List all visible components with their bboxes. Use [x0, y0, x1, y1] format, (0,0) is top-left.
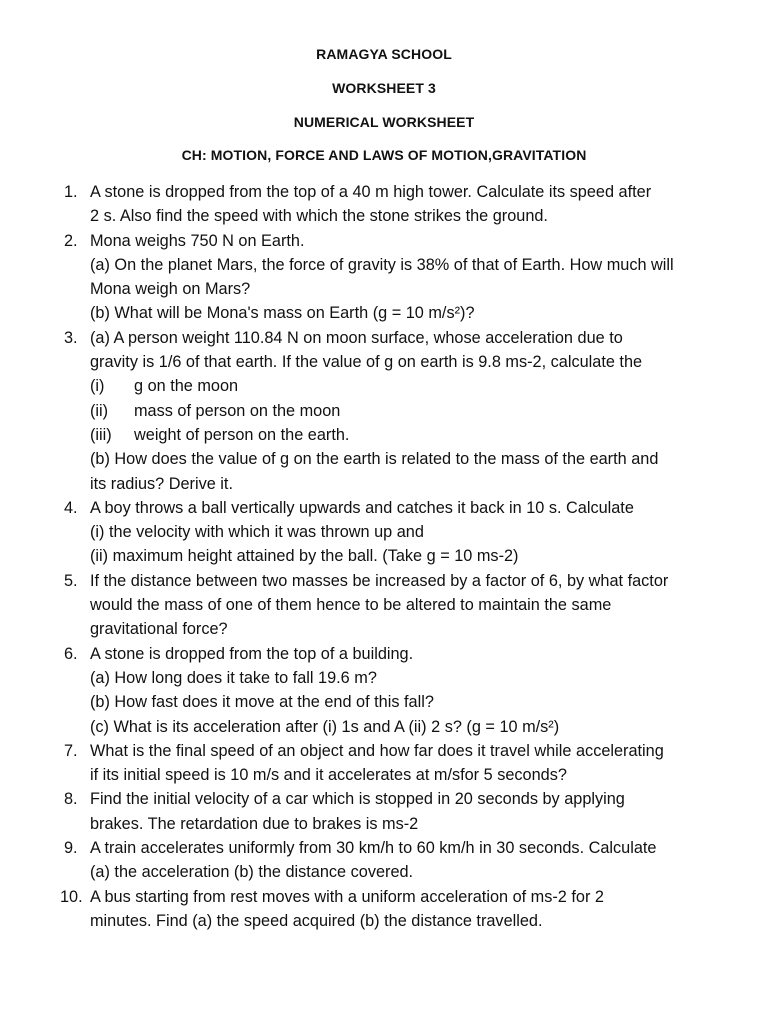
question-text: (i) the velocity with which it was thrown up and: [90, 523, 424, 542]
question-number: 9.: [64, 839, 78, 858]
question-2: [64, 229, 734, 326]
question-text: would the mass of one of them hence to be altered to maintain the same: [90, 596, 612, 615]
question-text: (ii) maximum height attained by the ball. (Take g = 10 ms-2): [90, 547, 519, 566]
school-name: RAMAGYA SCHOOL: [316, 46, 452, 62]
question-text: (a) How long does it take to fall 19.6 m?: [90, 668, 377, 687]
worksheet-type: NUMERICAL WORKSHEET: [293, 114, 475, 130]
question-text: (a) On the planet Mars, the force of gravity is 38% of that of Earth. How much will: [90, 255, 674, 274]
sub-item-text: mass of person on the moon: [134, 401, 341, 420]
sub-item-text: g on the moon: [134, 377, 239, 396]
question-text: What is the final speed of an object and how far does it travel while accelerating: [90, 741, 664, 760]
question-number: 3.: [64, 328, 78, 347]
question-number: 7.: [64, 741, 78, 760]
question-7: [64, 739, 734, 788]
question-text: Find the initial velocity of a car which is stopped in 20 seconds by applying: [90, 790, 625, 809]
question-number: 1.: [64, 183, 78, 201]
question-text: A stone is dropped from the top of a 40 m high tower. Calculate its speed after: [90, 183, 652, 201]
chapter-title: CH: MOTION, FORCE AND LAWS OF MOTION,GRAVITATION: [181, 147, 587, 163]
question-text: A bus starting from rest moves with a uniform acceleration of ms-2 for 2: [90, 887, 604, 906]
question-text: brakes. The retardation due to brakes is ms-2: [90, 814, 419, 833]
question-text: A boy throws a ball vertically upwards and catches it back in 10 s. Calculate: [90, 498, 634, 517]
question-6: [64, 642, 734, 739]
sub-item-label: (iii): [90, 425, 112, 444]
question-text: A train accelerates uniformly from 30 km/h to 60 km/h in 30 seconds. Calculate: [90, 839, 657, 858]
question-9: [64, 836, 734, 885]
question-1: [64, 180, 734, 229]
question-10: [60, 885, 734, 934]
question-number: 6.: [64, 644, 78, 663]
sub-item-label: (ii): [90, 401, 109, 420]
question-text: gravitational force?: [90, 620, 228, 639]
question-text: (a) the acceleration (b) the distance covered.: [90, 863, 414, 882]
sub-item-text: weight of person on the earth.: [134, 425, 350, 444]
question-4: [64, 496, 734, 569]
question-8: [64, 787, 734, 836]
question-text: Mona weigh on Mars?: [90, 280, 251, 299]
question-number: 8.: [64, 790, 78, 809]
question-text: If the distance between two masses be increased by a factor of 6, by what factor: [90, 571, 669, 590]
sub-item-label: (i): [90, 377, 105, 396]
question-text: Mona weighs 750 N on Earth.: [90, 231, 305, 250]
question-text: (b) What will be Mona's mass on Earth (g = 10 m/s²)?: [90, 304, 475, 323]
question-text: if its initial speed is 10 m/s and it accelerates at m/sfor 5 seconds?: [90, 766, 567, 785]
question-text: (a) A person weight 110.84 N on moon surface, whose acceleration due to: [90, 328, 623, 347]
question-text: (c) What is its acceleration after (i) 1s and A (ii) 2 s? (g = 10 m/s²): [90, 717, 560, 736]
question-list: [60, 180, 734, 933]
question-number: 4.: [64, 498, 78, 517]
question-text: its radius? Derive it.: [90, 474, 233, 493]
question-text: gravity is 1/6 of that earth. If the value of g on earth is 9.8 ms-2, calculate the: [90, 353, 643, 372]
question-3: [64, 326, 734, 496]
sub-item: [90, 399, 734, 423]
question-5: [64, 569, 734, 642]
sub-item: [90, 374, 734, 398]
question-text: minutes. Find (a) the speed acquired (b) the distance travelled.: [90, 911, 543, 930]
question-text: A stone is dropped from the top of a building.: [90, 644, 414, 663]
question-number: 10.: [60, 887, 83, 906]
question-number: 5.: [64, 571, 78, 590]
question-text: 2 s. Also find the speed with which the stone strikes the ground.: [90, 207, 548, 226]
sub-item: [90, 423, 734, 447]
question-text: (b) How fast does it move at the end of this fall?: [90, 693, 434, 712]
question-number: 2.: [64, 231, 78, 250]
worksheet-number: WORKSHEET 3: [332, 80, 436, 96]
question-text: (b) How does the value of g on the earth is related to the mass of the earth and: [90, 450, 659, 469]
